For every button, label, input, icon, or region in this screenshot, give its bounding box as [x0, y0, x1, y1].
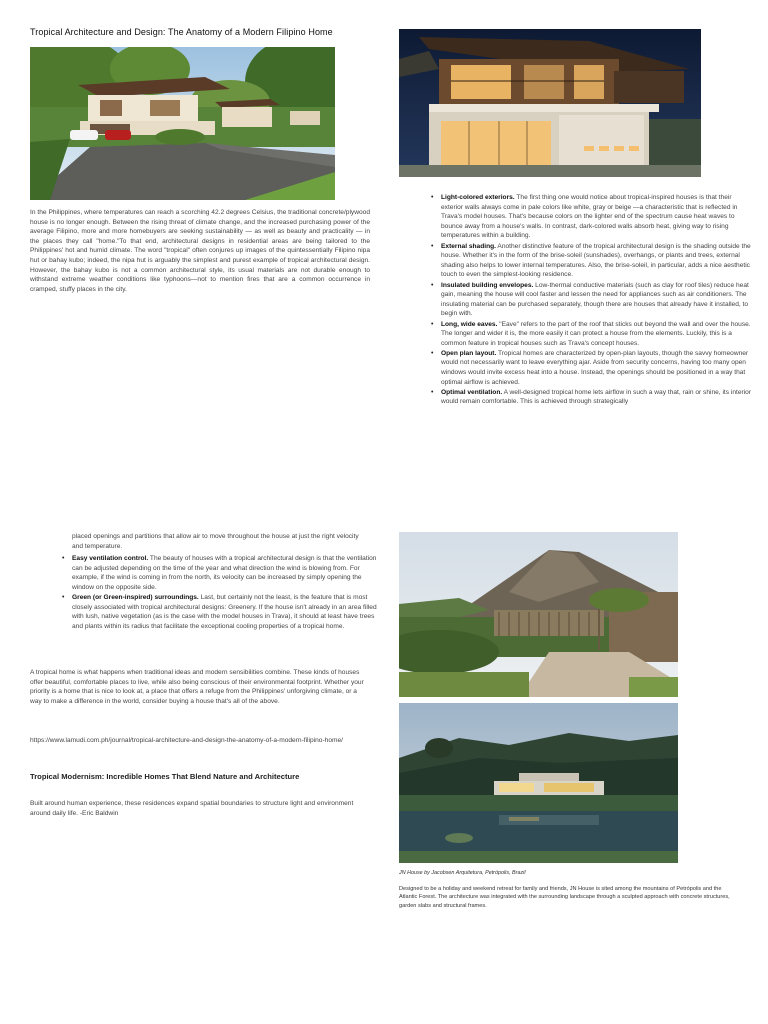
- feature-term: Insulated building envelopes.: [441, 281, 534, 289]
- feature-term: Long, wide eaves.: [441, 320, 498, 328]
- image-caption: JN House by Jacobsen Arquitetura, Petrópolis, Brazil: [399, 870, 526, 876]
- features-list: [427, 193, 753, 408]
- feature-text: Last, but certainly not the least, is the feature that is most closely associated with tropical architectural designs: Greenery. If the house isn't already in an area filled with lush, native vegetation (as is the case with the model houses in Trava), it should at least have trees and plants within its radius that facilitate the exceptional cooling properties of a tropical home.: [72, 593, 377, 630]
- feature-term: Easy ventilation control.: [72, 555, 149, 562]
- jn-house-photo: [399, 703, 678, 863]
- feature-text: Low-thermal conductive materials (such as clay for roof tiles) reduce heat gain, meaning the house will cool faster and lessen the need for appliances such as air conditioners. The insulating material can be purchased separately, though there are houses that already have it installed, to begin with.: [441, 281, 749, 318]
- list-item: [441, 388, 753, 407]
- source-link[interactable]: https://www.lamudi.com.ph/journal/tropical-architecture-and-design-the-anatomy-of-a-modern-filipino-home/: [30, 737, 343, 744]
- feature-text: Another distinctive feature of the tropical architectural design is the shading outside the house. Whether it's in the form of the brise-soleil (sunshades), overhangs, or plants and trees, external shading also helps to lower internal temperatures. Also, the brise-soleil, in particular, adds a nice aesthetic touch to even the simplest-looking residence.: [441, 242, 751, 279]
- list-item: [72, 593, 384, 631]
- intro-paragraph: In the Philippines, where temperatures can reach a scorching 42.2 degrees Celsius, the traditional concrete/plywood house is no longer enough. Between the rising threat of climate change, and the increased purchasing power of the average Filipino, more and more homebuyers are seeking sustainability — as well as beauty and practicality — in the places they call "home."To that end, architectural designs in residential areas are being tailored to the Philippines' hot and humid climate. The word "tropical" often conjures up images of the quintessentially Filipino nipa hut or bahay kubo; indeed, the nipa hut is arguably the simplest and purest example of tropical architectural design. However, the bahay kubo is not a common architectural style, its usual materials are not durable enough to withstand extreme weather conditions like typhoons—not to mention fires that are a common occurrence in cramped, stuffy places in the city.: [30, 209, 370, 293]
- house-street-photo: [30, 47, 335, 200]
- list-item: [441, 281, 753, 319]
- list-item: [441, 349, 753, 387]
- section-heading: Tropical Modernism: Incredible Homes That Blend Nature and Architecture: [30, 772, 300, 781]
- feature-text: "Eave" refers to the part of the roof that sticks out beyond the wall and over the house. The longer and wider it is, the more easily it can protect a house from the elements. Luckily, this is a common feature in tropical houses such as Trava's concept houses.: [441, 320, 751, 347]
- feature-text: The first thing one would notice about tropical-inspired houses is that their exterior walls always come in pale colors like white, gray or beige —a characteristic that is reflected in Trava's model houses. That's because colors on the lighter end of the spectrum cause heat waves to bounce away from a house's walls. In contrast, dark-colored walls absorb heat, giving way to rising temperatures within a building.: [441, 194, 738, 240]
- house-night-photo: [399, 29, 701, 177]
- feature-text: The beauty of houses with a tropical architectural design is that the ventilation can be adjusted depending on the time of the year and what direction the wind is blowing from. For example, if the wind is coming in from the north, its velocity can be increased by simply opening the window on the opposite side.: [72, 555, 377, 591]
- list-item: [441, 242, 753, 280]
- list-item: [72, 554, 384, 592]
- list-item: [441, 320, 753, 349]
- feature-text: Tropical homes are characterized by open-plan layouts, though the savvy homeowner would not necessarily want to leave everything ajar. Aside from security concerns, having too many open windows would invite excess heat into a house. Instead, the openings should be positioned in a way that optimal airflow is achieved.: [441, 349, 749, 386]
- feature-term: External shading.: [441, 242, 496, 250]
- closing-paragraph: A tropical home is what happens when traditional ideas and modern sensibilities combine. These kinds of houses offer beautiful, comfortable places to live, while also being conscious of their environmental footprint. Whether your priority is a home that is nice to look at, a place that offers a refuge from the Philippines' unforgiving climate, or a way to make a difference in the world, consider buying a house that's all of the above.: [30, 669, 364, 705]
- project-description: Designed to be a holiday and weekend retreat for family and friends, JN House is sited among the mountains of Petrópolis and the Atlantic Forest. The architecture was integrated with the surrounding landscape through a sculpted approach with concrete structures, garden slabs and structural frames.: [399, 886, 730, 909]
- mountain-house-photo: [399, 532, 678, 697]
- feature-term: Light-colored exteriors.: [441, 194, 515, 201]
- feature-text: A well-designed tropical home lets airflow in such a way that, rain or shine, its interior would remain comfortable. This is achieved through strategically: [441, 388, 752, 406]
- feature-term: Green (or Green-inspired) surroundings.: [72, 593, 199, 601]
- continued-text: placed openings and partitions that allow air to move throughout the house at just the right velocity and temperature.: [72, 533, 359, 550]
- section-quote: Built around human experience, these residences expand spatial boundaries to structure light and environment around daily life. -Eric Baldwin: [30, 800, 354, 817]
- feature-term: Optimal ventilation.: [441, 388, 503, 396]
- list-item: [441, 193, 753, 241]
- page-title: Tropical Architecture and Design: The Anatomy of a Modern Filipino Home: [30, 27, 333, 37]
- features-list-continued: [58, 554, 384, 632]
- feature-term: Open plan layout.: [441, 349, 497, 357]
